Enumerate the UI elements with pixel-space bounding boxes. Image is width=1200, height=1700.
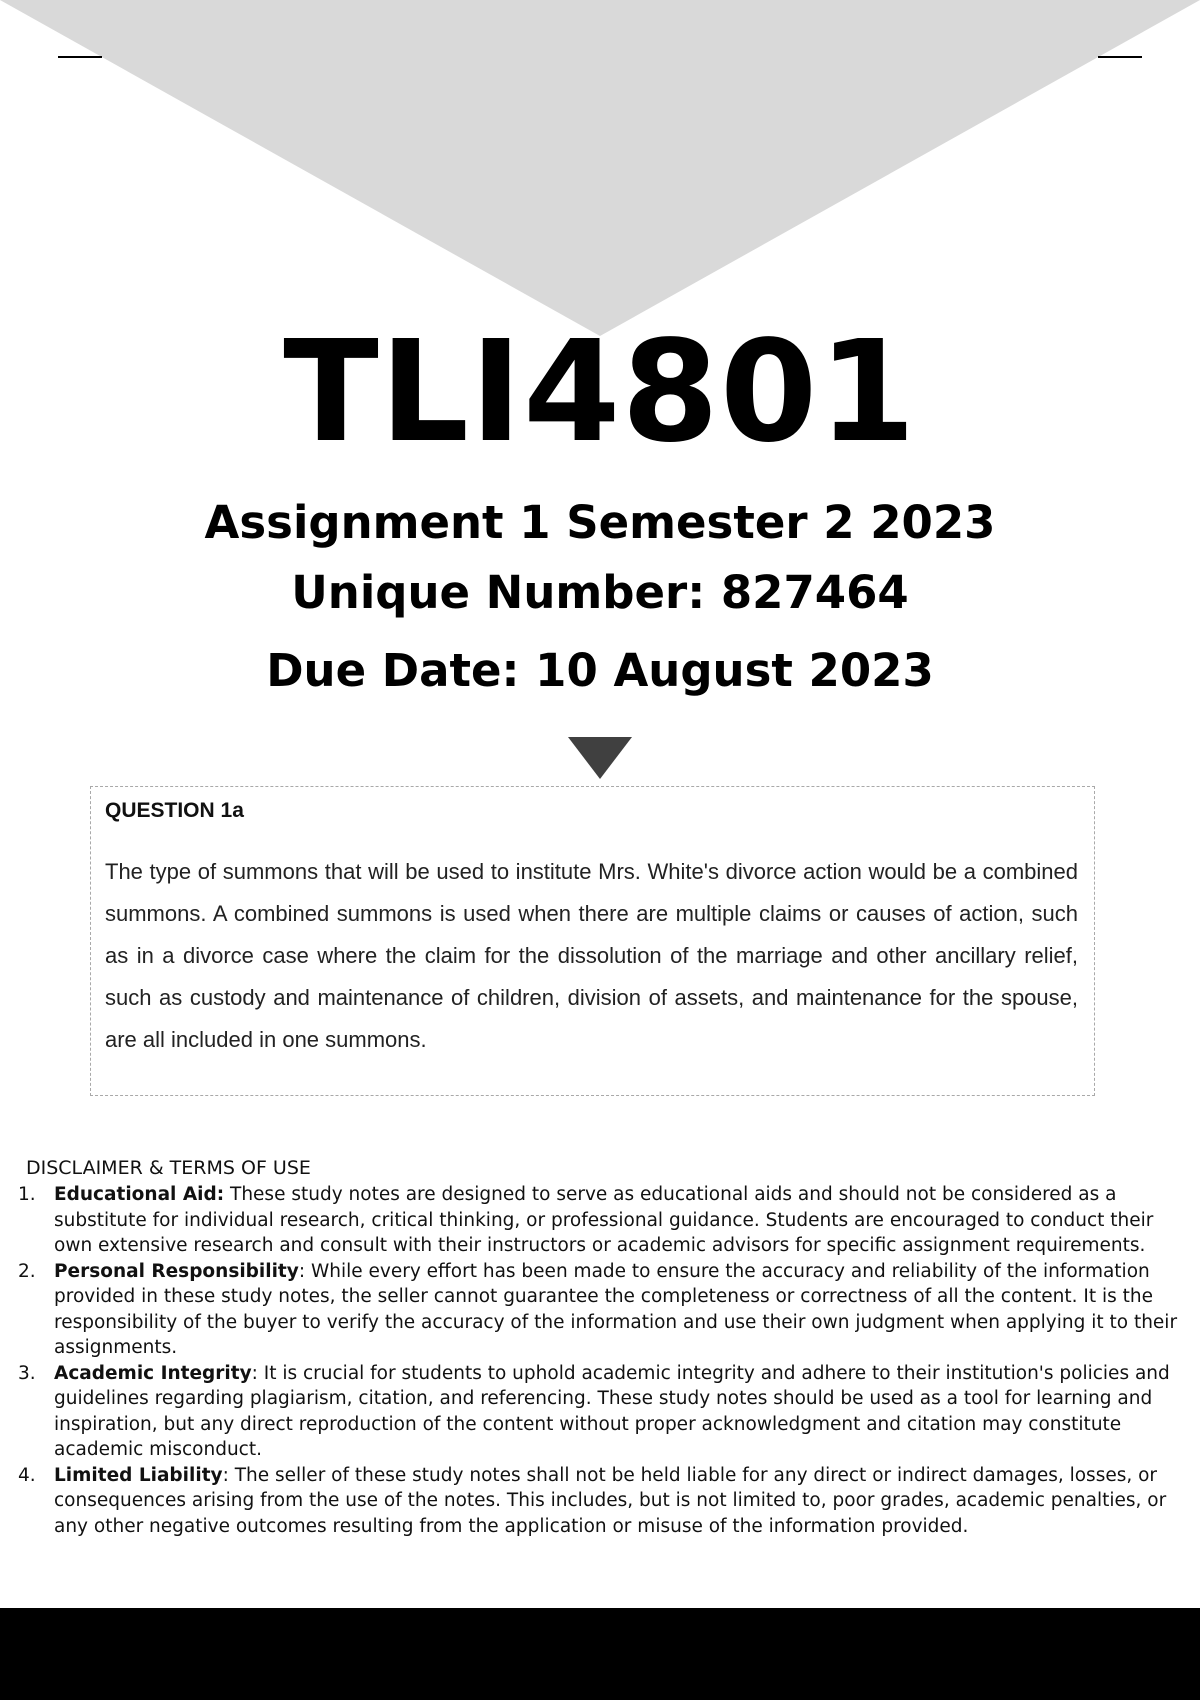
corner-rule-right xyxy=(1098,56,1142,58)
unique-number: Unique Number: 827464 xyxy=(291,566,909,619)
disclaimer-section xyxy=(14,1156,1190,1539)
term-heading: Limited Liability xyxy=(54,1464,223,1486)
term-heading: Educational Aid: xyxy=(54,1184,225,1205)
term-text: These study notes are designed to serve as educational aids and should not be considered as a substitute for individual research, critical thinking, or professional guidance. Students are encouraged to conduct their own extensive research and consult with their instructors or academic advisors for specific assignment requirements. xyxy=(54,1184,1154,1256)
question-box xyxy=(90,786,1095,1096)
assignment-title: Assignment 1 Semester 2 2023 xyxy=(204,496,996,549)
header-chevron-banner xyxy=(0,0,1200,340)
term-item xyxy=(14,1182,1190,1259)
term-item xyxy=(14,1463,1190,1540)
term-heading: Academic Integrity xyxy=(54,1362,252,1384)
term-number: 1. xyxy=(18,1184,36,1205)
term-number: 4. xyxy=(18,1464,36,1486)
down-arrow-icon xyxy=(568,737,632,779)
term-heading: Personal Responsibility xyxy=(54,1260,299,1282)
disclaimer-title: DISCLAIMER & TERMS OF USE xyxy=(26,1157,311,1179)
title-block xyxy=(0,311,1200,698)
terms-list xyxy=(14,1182,1190,1539)
footer-bar xyxy=(0,1608,1200,1700)
term-item xyxy=(14,1259,1190,1361)
term-number: 2. xyxy=(18,1260,36,1282)
term-text: : While every effort has been made to ensure the accuracy and reliability of the information provided in these study notes, the seller cannot guarantee the completeness or correctness of all the content. It is the responsibility of the buyer to verify the accuracy of the information and use their own judgment when applying it to their assignments. xyxy=(54,1260,1178,1358)
question-heading: QUESTION 1a xyxy=(105,799,244,822)
question-answer-text: The type of summons that will be used to institute Mrs. White's divorce action would be a combined summons. A combined summons is used when there are multiple claims or causes of action, such as in a divorce case where the claim for the dissolution of the marriage and other ancillary relief, such as custody and maintenance of children, division of assets, and maintenance for the spouse, are all included in one summons. xyxy=(105,859,1078,1052)
term-item xyxy=(14,1361,1190,1463)
term-text: : It is crucial for students to uphold academic integrity and adhere to their institution's policies and guidelines regarding plagiarism, citation, and referencing. These study notes should be used as a tool for learning and inspiration, but any direct reproduction of the content without proper acknowledgment and citation may constitute academic misconduct. xyxy=(54,1362,1170,1460)
due-date: Due Date: 10 August 2023 xyxy=(266,644,934,697)
term-number: 3. xyxy=(18,1362,36,1384)
term-text: : The seller of these study notes shall not be held liable for any direct or indirect damages, losses, or consequences arising from the use of the notes. This includes, but is not limited to, poor grades, academic penalties, or any other negative outcomes resulting from the application or misuse of the information provided. xyxy=(54,1464,1167,1537)
corner-rule-left xyxy=(58,56,102,58)
course-code: TLI4801 xyxy=(283,311,917,474)
